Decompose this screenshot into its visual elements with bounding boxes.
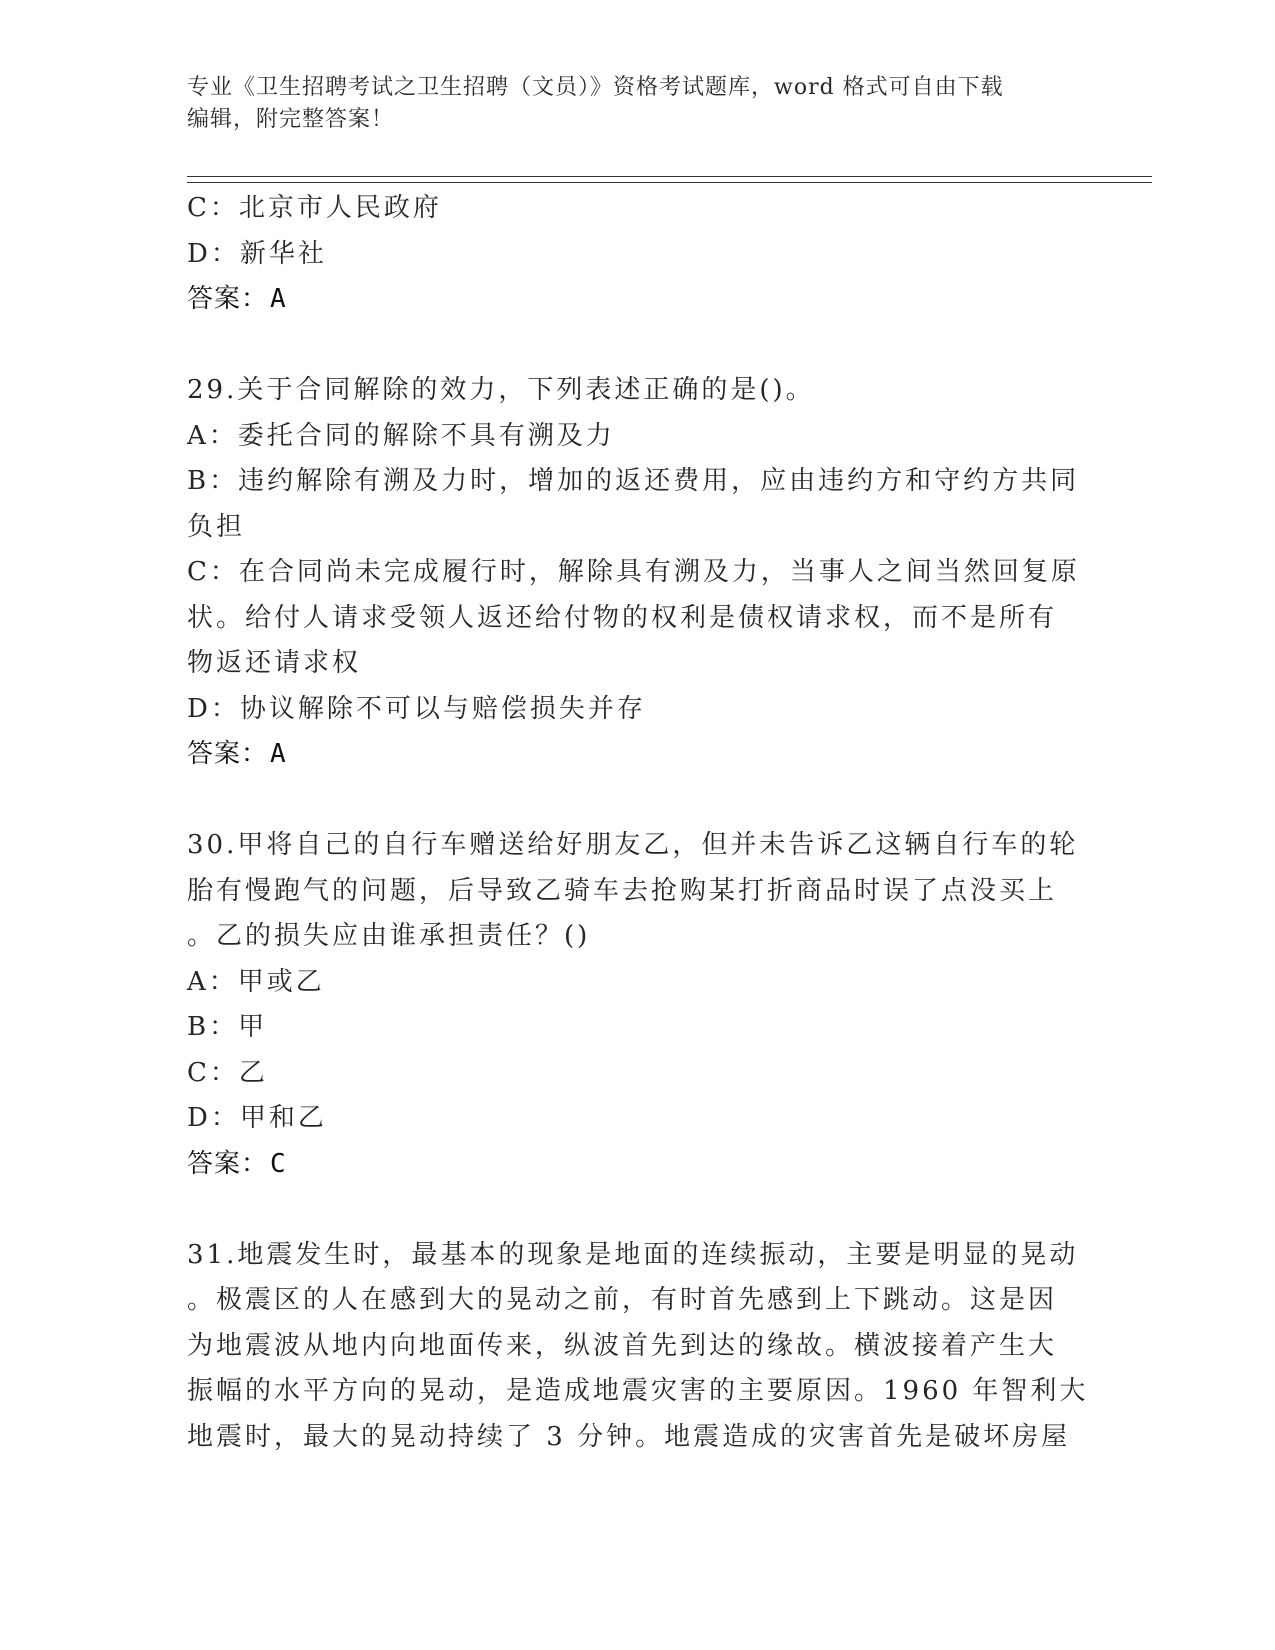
question-31	[187, 1233, 1089, 1461]
q29-answer-label: 答案：	[187, 739, 269, 769]
q28-option-d: D：新华社	[187, 238, 327, 269]
question-29	[187, 368, 1080, 778]
q29-option-a: A：委托合同的解除不具有溯及力	[187, 420, 615, 451]
q30-option-a: A：甲或乙	[187, 966, 325, 997]
q31-stem-line-3: 为地震波从地内向地面传来，纵波首先到达的缘故。横波接着产生大	[187, 1330, 1058, 1361]
q30-answer-value: C	[270, 1148, 287, 1179]
q29-option-c-line-1: C：在合同尚未完成履行时，解除具有溯及力，当事人之间当然回复原	[187, 557, 1080, 587]
header-rule-bottom	[187, 182, 1152, 183]
question-28-tail	[187, 186, 1077, 323]
spacer	[187, 323, 1077, 369]
q31-stem-line-5: 地震时，最大的晃动持续了 3 分钟。地震造成的灾害首先是破坏房屋	[187, 1421, 1071, 1452]
header-line-1: 专业《卫生招聘考试之卫生招聘（文员）》资格考试题库，word 格式可自由下载	[187, 75, 1004, 100]
question-30	[187, 823, 1077, 1187]
q29-answer	[187, 732, 1077, 778]
q30-option-c: C：乙	[187, 1057, 268, 1088]
q30-answer-label: 答案：	[187, 1148, 269, 1179]
question-content	[187, 186, 1089, 1460]
spacer	[187, 1187, 1077, 1233]
q29-option-d: D：协议解除不可以与赔偿损失并存	[187, 693, 646, 724]
q30-stem-line-3: 。乙的损失应由谁承担责任？()	[187, 921, 591, 951]
q31-stem-line-4: 振幅的水平方向的晃动，是造成地震灾害的主要原因。1960 年智利大	[187, 1376, 1089, 1406]
q29-option-b-line-2: 负担	[187, 511, 246, 542]
q31-stem-line-1: 31.地震发生时，最基本的现象是地面的连续振动，主要是明显的晃动	[187, 1239, 1079, 1270]
q30-option-b: B：甲	[187, 1012, 268, 1042]
q29-option-c-line-3: 物返还请求权	[187, 648, 362, 678]
q29-option-c-line-2: 状。给付人请求受领人返还给付物的权利是债权请求权，而不是所有	[187, 602, 1058, 633]
q28-option-c: C：北京市人民政府	[187, 193, 442, 223]
q30-option-d: D：甲和乙	[187, 1103, 327, 1133]
q31-stem-line-2: 。极震区的人在感到大的晃动之前，有时首先感到上下跳动。这是因	[187, 1285, 1058, 1315]
q29-answer-value: A	[270, 739, 287, 769]
q28-answer-value: A	[270, 284, 287, 314]
spacer	[187, 778, 1077, 824]
document-header	[187, 72, 1067, 136]
q30-stem-line-1: 30.甲将自己的自行车赠送给好朋友乙，但并未告诉乙这辆自行车的轮	[187, 830, 1079, 860]
header-rule-top	[187, 176, 1152, 177]
q28-answer-label: 答案：	[187, 284, 269, 314]
q29-stem: 29.关于合同解除的效力，下列表述正确的是()。	[187, 375, 815, 405]
q30-stem-line-2: 胎有慢跑气的问题，后导致乙骑车去抢购某打折商品时误了点没买上	[187, 875, 1058, 906]
q28-answer	[187, 277, 1077, 323]
q29-option-b-line-1: B：违约解除有溯及力时，增加的返还费用，应由违约方和守约方共同	[187, 466, 1080, 496]
q30-answer	[187, 1142, 1077, 1188]
header-line-2: 编辑，附完整答案！	[187, 107, 395, 132]
